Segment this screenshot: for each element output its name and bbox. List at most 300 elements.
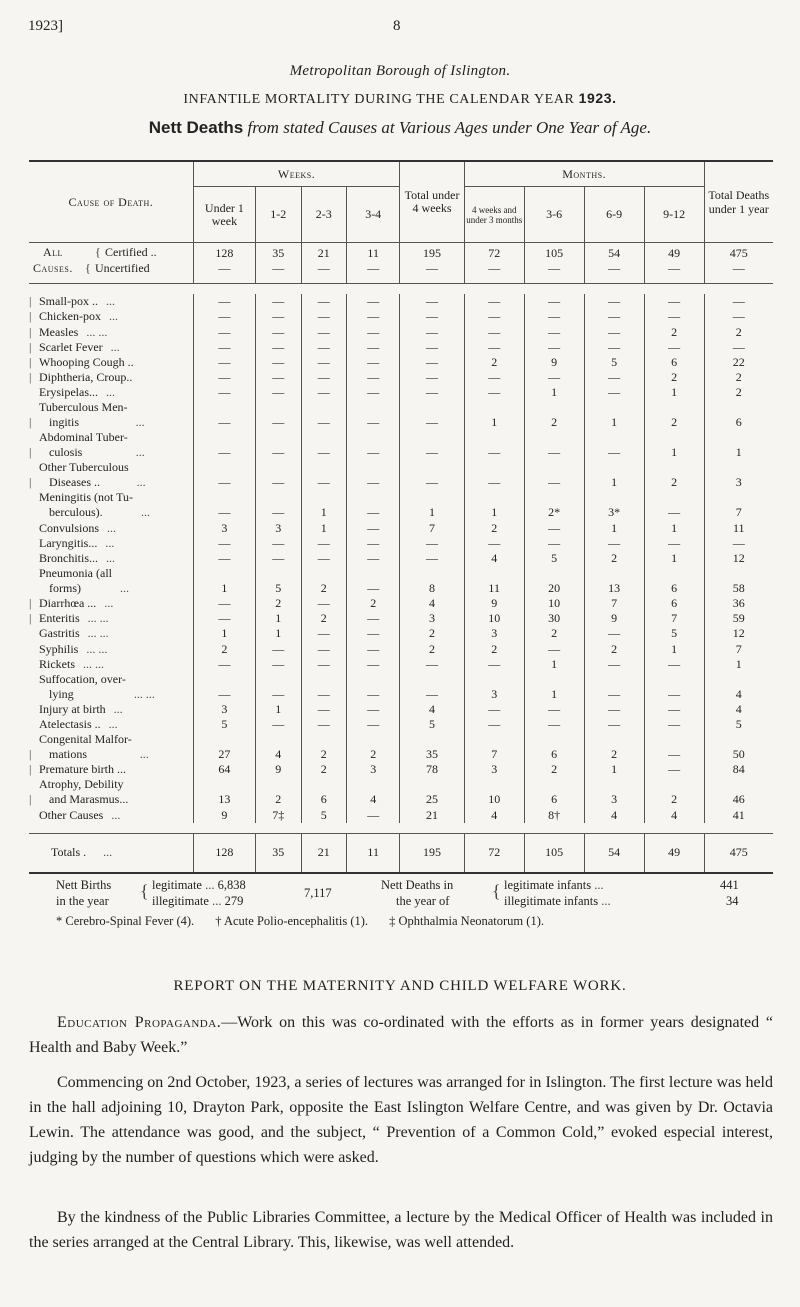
header-weeks-1-2: 1-2: [256, 187, 302, 243]
value-cell: 3: [464, 672, 524, 702]
deaths-label-1: Nett Deaths in: [381, 878, 454, 892]
value-cell: —: [524, 520, 584, 535]
illegit-infants-value: 34: [726, 894, 739, 908]
value-cell: 1: [400, 490, 464, 520]
value-cell: —: [644, 490, 704, 520]
value-cell: —: [584, 340, 644, 355]
value-cell: —: [400, 657, 464, 672]
value-cell: 4: [400, 702, 464, 717]
value-cell: 4: [400, 596, 464, 611]
value-cell: 22: [704, 355, 773, 370]
value-cell: —: [301, 385, 347, 400]
all-causes-uncertified-row: [29, 261, 773, 284]
value-cell: —: [256, 490, 302, 520]
table-row: [29, 807, 773, 822]
value-cell: 2: [464, 355, 524, 370]
cause-label: Injury at birth: [39, 702, 106, 716]
value-cell: 3: [347, 762, 400, 777]
table-row: [29, 385, 773, 400]
cause-label: Abdominal Tuber-: [39, 430, 128, 445]
value-cell: 2: [301, 611, 347, 626]
deaths-label-2: the year of: [396, 894, 450, 908]
value-cell: —: [256, 641, 302, 656]
value-cell: 1: [193, 566, 255, 596]
totals-dots: ...: [103, 845, 113, 860]
spacer: [29, 823, 773, 834]
value-cell: —: [347, 400, 400, 430]
value-cell: —: [584, 702, 644, 717]
value-cell: 3: [193, 702, 255, 717]
value-cell: 3: [193, 520, 255, 535]
table-row: [29, 641, 773, 656]
value-cell: —: [256, 657, 302, 672]
value-cell: —: [524, 536, 584, 551]
value-cell: 11: [704, 520, 773, 535]
table-row: [29, 370, 773, 385]
value-cell: —: [256, 536, 302, 551]
value-cell: 64: [193, 762, 255, 777]
value-cell: 7: [644, 611, 704, 626]
brace-icon: |: [29, 324, 32, 339]
value-cell: —: [464, 702, 524, 717]
value-cell: 3: [704, 460, 773, 490]
value-cell: —: [256, 551, 302, 566]
value-cell: 10: [464, 611, 524, 626]
value-cell: —: [256, 430, 302, 460]
value-cell: —: [464, 324, 524, 339]
value-cell: —: [584, 672, 644, 702]
value-cell: 4: [584, 807, 644, 822]
cause-cell: [29, 324, 193, 339]
value-cell: —: [301, 717, 347, 732]
uncertified-v8: —: [644, 261, 704, 284]
nett-deaths-bold: Nett Deaths: [148, 118, 244, 137]
cause-label: Convulsions: [39, 520, 100, 535]
cause-label-continued: lying: [49, 686, 74, 701]
cause-cell: [29, 520, 193, 535]
value-cell: 9: [464, 596, 524, 611]
leader-dots: ...: [136, 475, 146, 490]
uncertified-v6: —: [524, 261, 584, 284]
table-row: [29, 611, 773, 626]
totals-row: [29, 833, 773, 873]
cause-cell: [29, 732, 193, 762]
value-cell: —: [464, 294, 524, 309]
table-row: [29, 717, 773, 732]
brace-icon: |: [29, 370, 32, 385]
value-cell: —: [464, 370, 524, 385]
brace-icon: {: [492, 881, 501, 901]
value-cell: —: [584, 324, 644, 339]
value-cell: —: [524, 340, 584, 355]
value-cell: 6: [644, 566, 704, 596]
value-cell: 1: [464, 490, 524, 520]
value-cell: —: [644, 657, 704, 672]
legit-infants-dots: ...: [594, 878, 604, 892]
leader-dots: ... ...: [133, 686, 155, 701]
value-cell: —: [347, 536, 400, 551]
value-cell: 7‡: [256, 807, 302, 822]
value-cell: 1: [584, 400, 644, 430]
value-cell: 3: [256, 520, 302, 535]
uncertified-v4: —: [400, 261, 464, 284]
cause-rows: [29, 294, 773, 823]
value-cell: 2: [644, 777, 704, 807]
brace-icon: {: [85, 261, 91, 275]
value-cell: —: [301, 324, 347, 339]
leader-dots: ...: [107, 520, 117, 535]
value-cell: 3*: [584, 490, 644, 520]
value-cell: —: [400, 324, 464, 339]
certified-v4: 195: [400, 243, 464, 262]
value-cell: 2: [301, 762, 347, 777]
value-cell: —: [301, 626, 347, 641]
cause-cell: [29, 626, 193, 641]
illegit-infants-row: [504, 894, 611, 909]
table-row: [29, 430, 773, 460]
legit-dots: ...: [205, 878, 215, 892]
value-cell: 9: [256, 762, 302, 777]
illegit-infants-label: illegitimate infants: [504, 894, 599, 908]
header-weeks-2-3: 2-3: [301, 187, 347, 243]
value-cell: 1: [256, 702, 302, 717]
header-4weeks-3months: 4 weeks and under 3 months: [464, 187, 524, 243]
uncertified-v5: —: [464, 261, 524, 284]
value-cell: 1: [644, 385, 704, 400]
value-cell: 2: [644, 370, 704, 385]
value-cell: —: [193, 400, 255, 430]
certified-v3: 11: [347, 243, 400, 262]
value-cell: 2: [584, 551, 644, 566]
value-cell: —: [584, 657, 644, 672]
value-cell: —: [704, 294, 773, 309]
legit-label: legitimate: [152, 878, 202, 892]
value-cell: —: [644, 294, 704, 309]
value-cell: 2: [644, 460, 704, 490]
value-cell: 9: [193, 807, 255, 822]
totals-v5: 72: [464, 833, 524, 873]
value-cell: 13: [193, 777, 255, 807]
illegit-value: 279: [224, 894, 244, 908]
value-cell: 7: [704, 641, 773, 656]
value-cell: —: [584, 370, 644, 385]
cause-label: Whooping Cough ..: [39, 354, 134, 369]
table-row: [29, 762, 773, 777]
value-cell: 9: [524, 355, 584, 370]
cause-label-continued: berculous).: [49, 505, 103, 520]
uncertified-v1: —: [256, 261, 302, 284]
value-cell: —: [193, 340, 255, 355]
value-cell: —: [400, 370, 464, 385]
value-cell: 12: [704, 551, 773, 566]
spacer: [29, 284, 773, 295]
cause-cell: [29, 596, 193, 611]
legit-row: [152, 878, 246, 893]
leader-dots: ...: [119, 580, 129, 595]
table-row: [29, 626, 773, 641]
value-cell: —: [193, 490, 255, 520]
cause-label: Gastritis: [39, 626, 80, 641]
cause-cell: [29, 309, 193, 324]
value-cell: —: [524, 702, 584, 717]
value-cell: —: [400, 672, 464, 702]
cause-cell: [29, 430, 193, 460]
value-cell: 2: [644, 324, 704, 339]
totals-v9: 475: [704, 833, 773, 873]
all-causes-section: [29, 243, 773, 295]
value-cell: 84: [704, 762, 773, 777]
value-cell: —: [584, 309, 644, 324]
value-cell: 21: [400, 807, 464, 822]
value-cell: 1: [584, 762, 644, 777]
uncertified-v2: —: [301, 261, 347, 284]
value-cell: —: [301, 596, 347, 611]
brace-icon: {: [95, 244, 101, 259]
value-cell: 1: [524, 385, 584, 400]
footnote-cerebro: * Cerebro-Spinal Fever (4).: [56, 914, 195, 928]
value-cell: 50: [704, 732, 773, 762]
value-cell: —: [347, 355, 400, 370]
totals-v8: 49: [644, 833, 704, 873]
value-cell: —: [644, 536, 704, 551]
value-cell: —: [464, 657, 524, 672]
value-cell: —: [193, 460, 255, 490]
births-label-2: in the year: [56, 894, 109, 908]
header-cause: Cause of Death.: [68, 194, 154, 209]
illegit-dots: ...: [212, 894, 222, 908]
report-title: REPORT ON THE MATERNITY AND CHILD WELFARE WORK.: [173, 978, 627, 994]
footnotes: [56, 914, 756, 929]
totals-v3: 11: [347, 833, 400, 873]
value-cell: —: [301, 702, 347, 717]
table-row: [29, 520, 773, 535]
header-weeks: Weeks.: [193, 161, 400, 187]
cause-label: Scarlet Fever: [39, 339, 103, 354]
cause-cell: [29, 460, 193, 490]
value-cell: —: [524, 370, 584, 385]
cause-label: Enteritis: [39, 611, 80, 626]
header-months-9-12: 9-12: [644, 187, 704, 243]
brace-icon: |: [29, 762, 32, 777]
cause-cell: [29, 777, 193, 807]
table-row: [29, 536, 773, 551]
leader-dots: ...: [106, 385, 115, 400]
value-cell: —: [524, 460, 584, 490]
table-row: [29, 294, 773, 309]
certified-v8: 49: [644, 243, 704, 262]
totals-label: Totals .: [51, 845, 87, 860]
value-cell: —: [193, 309, 255, 324]
value-cell: 2: [524, 626, 584, 641]
value-cell: —: [301, 551, 347, 566]
value-cell: —: [704, 309, 773, 324]
value-cell: —: [400, 385, 464, 400]
value-cell: 6: [301, 777, 347, 807]
cause-label: Atelectasis ..: [39, 717, 101, 732]
value-cell: —: [301, 309, 347, 324]
cause-cell: [29, 717, 193, 732]
brace-icon: |: [29, 354, 32, 369]
paragraph-library: By the kindness of the Public Libraries Committee, a lecture by the Medical Officer of Health was included in the series arranged at the Central Library. This, likewise, was well attended.: [29, 1209, 773, 1251]
value-cell: 7: [584, 596, 644, 611]
value-cell: —: [347, 385, 400, 400]
value-cell: —: [584, 385, 644, 400]
value-cell: 27: [193, 732, 255, 762]
value-cell: —: [400, 460, 464, 490]
cause-cell: [29, 702, 193, 717]
value-cell: 11: [464, 566, 524, 596]
leader-dots: ...: [135, 445, 145, 460]
leader-dots: ... ...: [86, 641, 108, 656]
value-cell: —: [400, 340, 464, 355]
totals-v6: 105: [524, 833, 584, 873]
cause-label: Bronchitis...: [39, 550, 98, 565]
value-cell: 2: [464, 520, 524, 535]
value-cell: 2: [301, 566, 347, 596]
value-cell: 4: [464, 551, 524, 566]
value-cell: 5: [524, 551, 584, 566]
value-cell: —: [584, 536, 644, 551]
cause-cell: [29, 672, 193, 702]
value-cell: —: [704, 340, 773, 355]
cause-label: Erysipelas...: [39, 385, 98, 400]
table-row: [29, 460, 773, 490]
certified-v5: 72: [464, 243, 524, 262]
legit-infants-label: legitimate infants: [504, 878, 592, 892]
footnote-ophthalmia: ‡ Ophthalmia Neonatorum (1).: [389, 914, 544, 928]
leader-dots: ... ...: [87, 611, 109, 626]
value-cell: —: [400, 294, 464, 309]
illegit-label: illegitimate: [152, 894, 209, 908]
value-cell: 2: [704, 324, 773, 339]
value-cell: 8†: [524, 807, 584, 822]
value-cell: —: [464, 385, 524, 400]
leader-dots: ...: [108, 717, 118, 732]
leader-dots: ...: [104, 596, 114, 611]
cause-label: Measles: [39, 324, 79, 339]
value-cell: 5: [400, 717, 464, 732]
table-row: [29, 566, 773, 596]
table-row: [29, 596, 773, 611]
paragraph-education: [29, 1010, 773, 1060]
value-cell: —: [301, 641, 347, 656]
value-cell: 1: [464, 400, 524, 430]
brace-icon: |: [29, 339, 32, 354]
value-cell: 1: [301, 490, 347, 520]
cause-label: Diphtheria, Croup..: [39, 370, 133, 385]
table-row: [29, 551, 773, 566]
cause-label: Atrophy, Debility: [39, 777, 124, 792]
value-cell: —: [256, 340, 302, 355]
leader-dots: ...: [105, 535, 115, 550]
cause-cell: [29, 641, 193, 656]
table-row: [29, 400, 773, 430]
value-cell: 2: [400, 626, 464, 641]
value-cell: 1: [644, 551, 704, 566]
cause-cell: [29, 340, 193, 355]
table-row: [29, 490, 773, 520]
leader-dots: ...: [141, 505, 151, 520]
header-year: 1923]: [28, 18, 63, 34]
value-cell: —: [256, 309, 302, 324]
value-cell: 58: [704, 566, 773, 596]
value-cell: —: [347, 430, 400, 460]
cause-label: Congenital Malfor-: [39, 732, 132, 747]
cause-label: Suffocation, over-: [39, 671, 126, 686]
value-cell: 10: [464, 777, 524, 807]
uncertified-label: Uncertified: [95, 261, 150, 275]
illegit-infants-dots: ...: [601, 894, 611, 908]
value-cell: —: [347, 641, 400, 656]
value-cell: 3: [400, 611, 464, 626]
value-cell: —: [464, 460, 524, 490]
cause-label: Pneumonia (all: [39, 565, 112, 580]
value-cell: —: [256, 324, 302, 339]
value-cell: 5: [256, 566, 302, 596]
cause-cell: [29, 566, 193, 596]
table-row: [29, 777, 773, 807]
table-row: [29, 702, 773, 717]
value-cell: —: [347, 702, 400, 717]
brace-icon: |: [29, 611, 32, 626]
value-cell: —: [256, 355, 302, 370]
brace-icon: |: [29, 309, 32, 324]
cause-label-continued: Diseases ..: [49, 475, 100, 490]
value-cell: 46: [704, 777, 773, 807]
cause-label: Chicken-pox: [39, 309, 101, 324]
leader-dots: ...: [135, 415, 145, 430]
value-cell: 2: [644, 400, 704, 430]
value-cell: 5: [193, 717, 255, 732]
footnote-polio: † Acute Polio-encephalitis (1).: [215, 914, 369, 928]
infantile-year: 1923.: [578, 90, 617, 106]
nett-deaths-italic: from stated Causes at Various Ages under One Year of Age.: [247, 118, 652, 137]
legit-value: 6,838: [217, 878, 246, 892]
totals-v4: 195: [400, 833, 464, 873]
births-label-1: Nett Births: [56, 878, 112, 892]
value-cell: 1: [644, 520, 704, 535]
value-cell: 2: [347, 732, 400, 762]
value-cell: —: [347, 309, 400, 324]
value-cell: —: [400, 309, 464, 324]
table-header: [29, 161, 773, 243]
value-cell: —: [301, 340, 347, 355]
value-cell: —: [644, 340, 704, 355]
leader-dots: ...: [109, 309, 118, 324]
cause-cell: [29, 611, 193, 626]
value-cell: —: [347, 490, 400, 520]
nett-deaths-title: [0, 118, 800, 138]
cause-label: Tuberculous Men-: [39, 400, 128, 415]
value-cell: 2: [256, 596, 302, 611]
totals-v7: 54: [584, 833, 644, 873]
value-cell: 1: [256, 611, 302, 626]
cause-cell: [29, 807, 193, 822]
value-cell: —: [347, 626, 400, 641]
uncertified-v0: —: [193, 261, 255, 284]
totals-label-cell: [29, 833, 193, 873]
value-cell: 4: [347, 777, 400, 807]
value-cell: —: [193, 551, 255, 566]
certified-v2: 21: [301, 243, 347, 262]
cause-cell: [29, 294, 193, 309]
value-cell: 1: [704, 657, 773, 672]
value-cell: 7: [704, 490, 773, 520]
value-cell: —: [704, 536, 773, 551]
value-cell: 1: [704, 430, 773, 460]
certified-v1: 35: [256, 243, 302, 262]
leader-dots: ... ...: [83, 656, 104, 671]
